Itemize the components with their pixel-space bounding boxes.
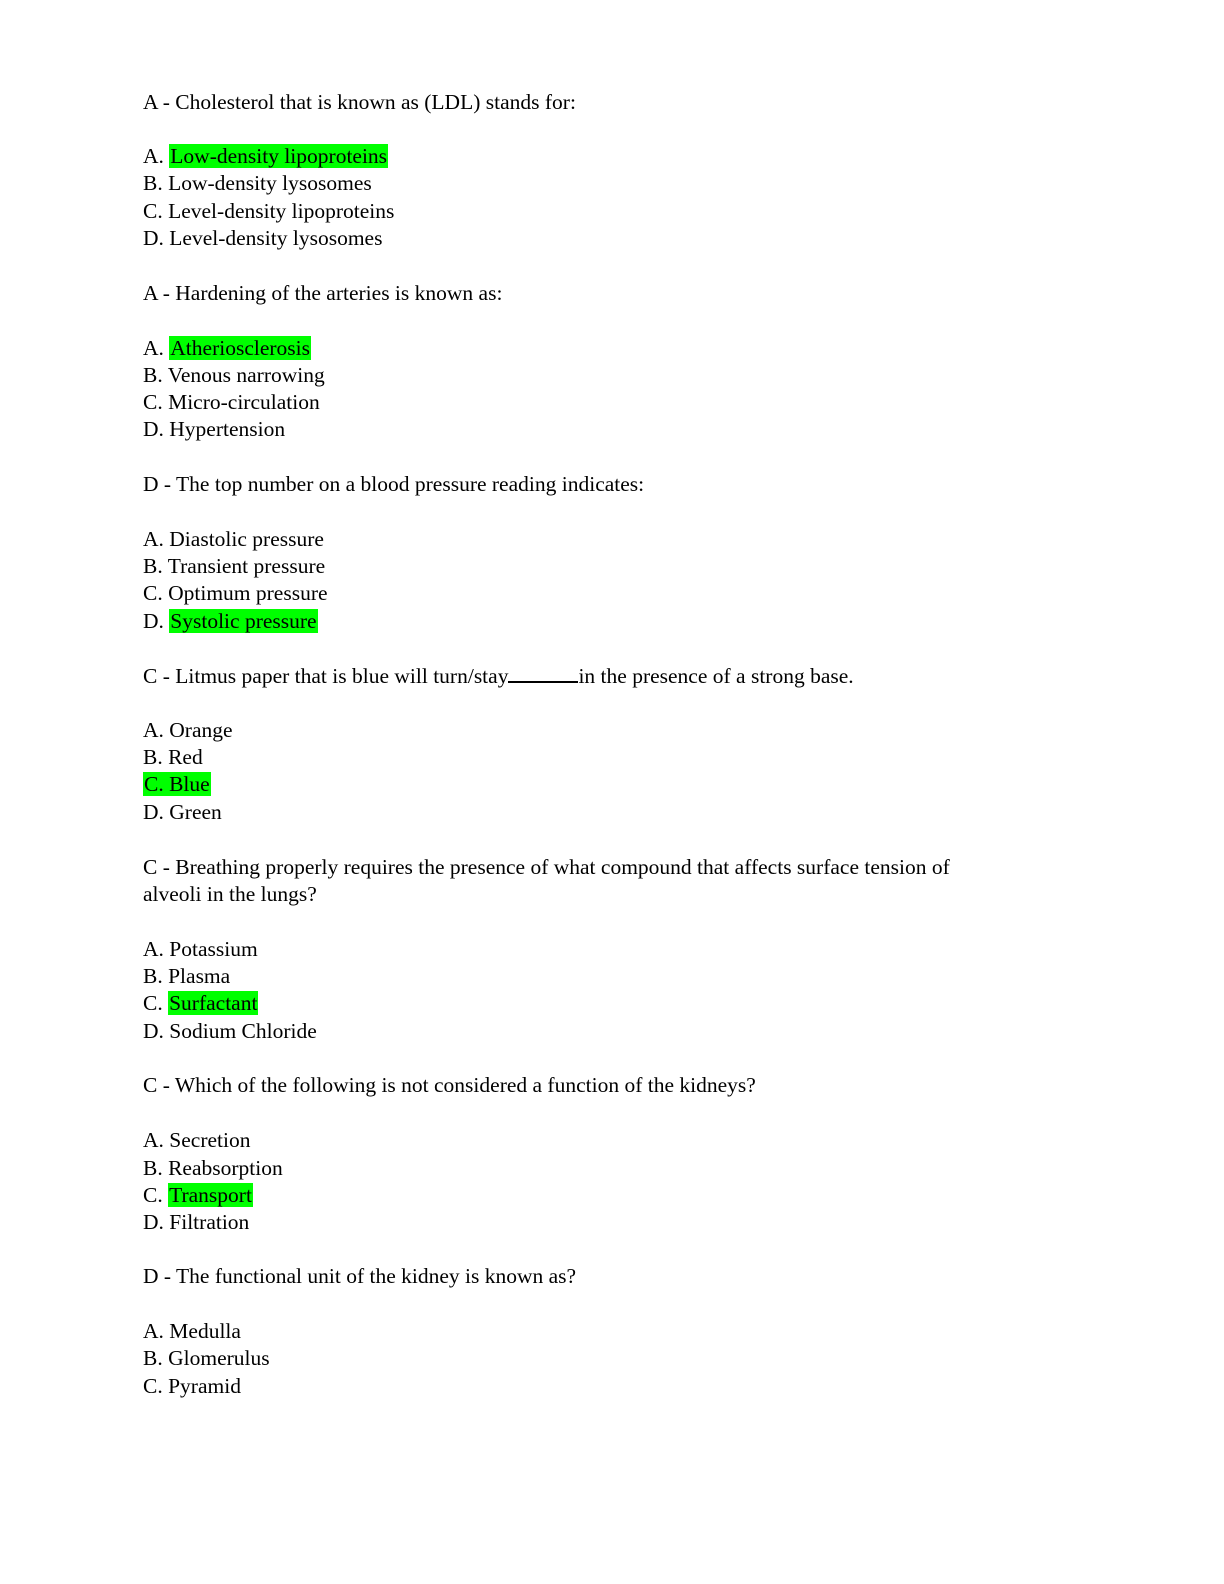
- answer-option: [143, 335, 311, 362]
- option-text: Medulla: [169, 1319, 241, 1343]
- option-letter: C.: [143, 1374, 169, 1398]
- option-text: Micro-circulation: [168, 390, 320, 414]
- option-letter: B.: [143, 363, 168, 387]
- answer-option: [143, 389, 320, 416]
- option-letter: C.: [143, 581, 169, 605]
- answer-option: [143, 553, 325, 580]
- option-text: Transient pressure: [167, 554, 326, 578]
- answer-option: [143, 1373, 241, 1400]
- answer-option: [143, 362, 325, 389]
- option-text: Sodium Chloride: [169, 1019, 317, 1043]
- answer-option: [143, 799, 222, 826]
- option-text: Level-density lipoproteins: [168, 199, 395, 223]
- option-letter: C.: [143, 199, 169, 223]
- option-text: Level-density lysosomes: [169, 226, 383, 250]
- answer-option: [143, 771, 211, 798]
- answer-option: [143, 1127, 250, 1154]
- correct-answer-highlight: Surfactant: [169, 991, 258, 1015]
- answer-option: [143, 1345, 270, 1372]
- option-text: Potassium: [169, 937, 258, 961]
- option-letter: D.: [143, 800, 170, 824]
- answer-option: [143, 936, 258, 963]
- option-text: Optimum pressure: [168, 581, 328, 605]
- question-prompt: C - Which of the following is not considered a function of the kidneys?: [143, 1073, 756, 1097]
- option-text: Venous narrowing: [167, 363, 325, 387]
- option-text: Orange: [169, 718, 233, 742]
- answer-option: [143, 526, 324, 553]
- option-letter: A.: [143, 718, 170, 742]
- answer-option: [143, 963, 230, 990]
- answer-option: [143, 717, 233, 744]
- question-prompt: [143, 663, 854, 690]
- option-letter: A.: [143, 1319, 170, 1343]
- option-letter: C.: [143, 390, 169, 414]
- option-text: Green: [169, 800, 222, 824]
- answer-option: [143, 225, 382, 252]
- answer-option: [143, 580, 328, 607]
- prompt-text: C - Litmus paper that is blue will turn/stay: [143, 664, 509, 688]
- answer-option: [143, 170, 372, 197]
- option-text: Filtration: [169, 1210, 250, 1234]
- answer-option: [143, 744, 203, 771]
- option-letter: C.: [143, 991, 169, 1015]
- answer-option: [143, 1318, 241, 1345]
- option-letter: B.: [143, 964, 169, 988]
- option-text: Reabsorption: [168, 1156, 283, 1180]
- option-text: Hypertension: [169, 417, 286, 441]
- answer-option: [143, 608, 318, 635]
- answer-option: [143, 1018, 317, 1045]
- option-text: Diastolic pressure: [169, 527, 324, 551]
- option-text: Low-density lysosomes: [168, 171, 372, 195]
- correct-answer-highlight: Atheriosclerosis: [170, 336, 310, 360]
- question-prompt: C - Breathing properly requires the presence of what compound that affects surface tension of: [143, 855, 950, 879]
- option-letter: B.: [143, 171, 169, 195]
- option-letter: C.: [143, 1183, 169, 1207]
- question-prompt: A - Hardening of the arteries is known as:: [143, 281, 503, 305]
- answer-option: [143, 143, 388, 170]
- correct-answer-highlight: Systolic pressure: [170, 609, 317, 633]
- option-letter: B.: [143, 1156, 169, 1180]
- answer-option: [143, 1209, 249, 1236]
- option-text: Red: [168, 745, 203, 769]
- option-text: Glomerulus: [168, 1346, 270, 1370]
- question-prompt: D - The top number on a blood pressure reading indicates:: [143, 472, 645, 496]
- option-letter: B.: [143, 745, 169, 769]
- answer-option: [143, 990, 258, 1017]
- option-letter: A.: [143, 1128, 170, 1152]
- question-prompt: D - The functional unit of the kidney is known as?: [143, 1264, 577, 1288]
- option-letter: D.: [143, 417, 170, 441]
- option-letter: A.: [143, 336, 170, 360]
- answer-option: [143, 416, 285, 443]
- answer-option: [143, 1155, 283, 1182]
- option-text: Plasma: [168, 964, 231, 988]
- option-letter: D.: [143, 1019, 170, 1043]
- option-letter: D.: [143, 609, 170, 633]
- correct-answer-highlight: Transport: [169, 1183, 252, 1207]
- option-letter: D.: [143, 226, 170, 250]
- option-letter: B.: [143, 554, 168, 578]
- option-letter: B.: [143, 1346, 169, 1370]
- option-text: Pyramid: [168, 1374, 241, 1398]
- option-letter: A.: [143, 527, 170, 551]
- correct-answer-highlight: C. Blue: [144, 772, 210, 796]
- option-letter: A.: [143, 144, 170, 168]
- question-prompt: A - Cholesterol that is known as (LDL) stands for:: [143, 90, 576, 114]
- option-letter: D.: [143, 1210, 170, 1234]
- answer-option: [143, 1182, 253, 1209]
- question-prompt-continued: alveoli in the lungs?: [143, 882, 317, 906]
- option-text: Secretion: [169, 1128, 251, 1152]
- prompt-text: in the presence of a strong base.: [578, 664, 854, 688]
- option-letter: A.: [143, 937, 170, 961]
- fill-in-blank: [508, 663, 578, 683]
- correct-answer-highlight: Low-density lipoproteins: [170, 144, 388, 168]
- answer-option: [143, 198, 394, 225]
